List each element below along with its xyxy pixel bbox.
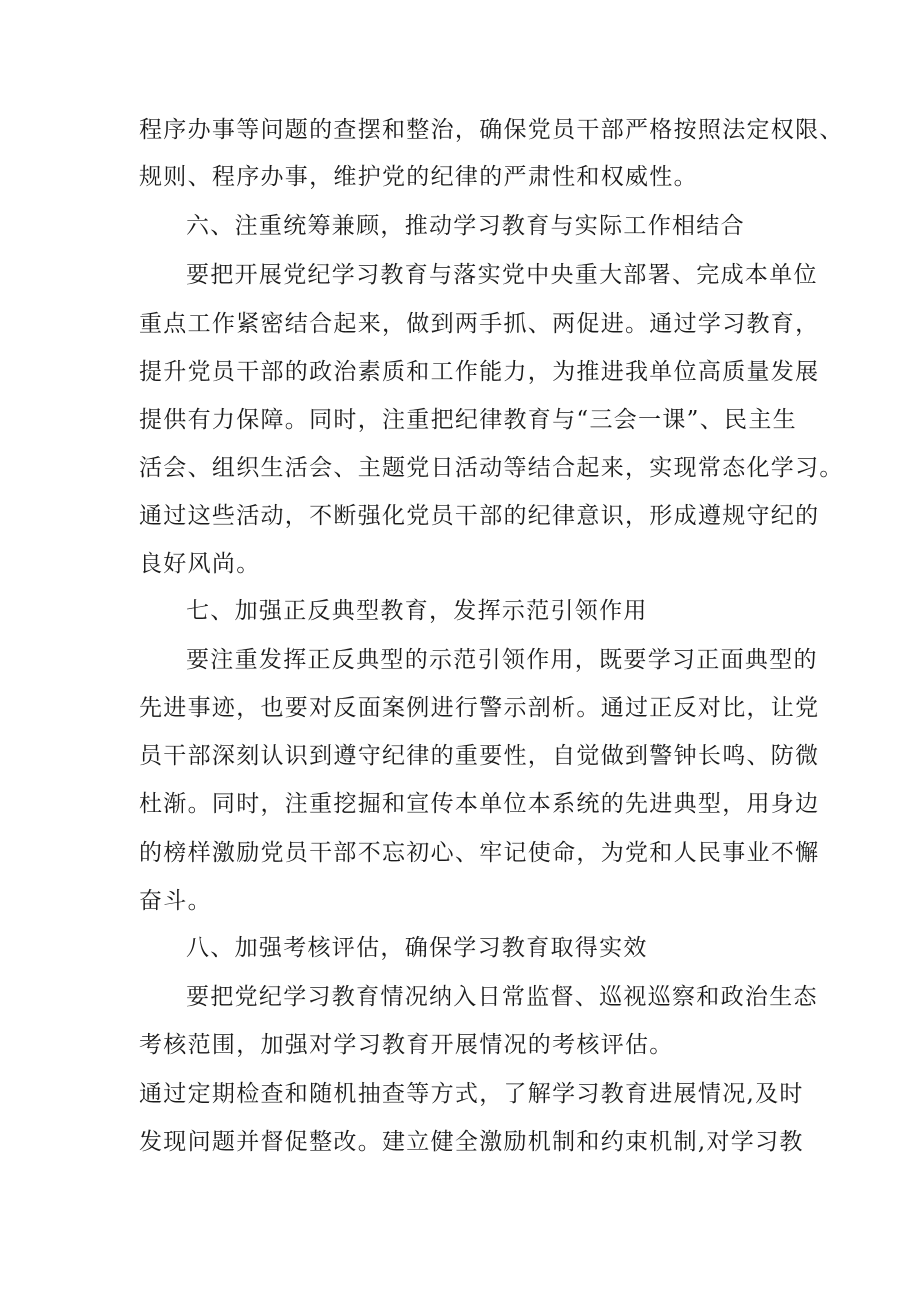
body-text-line: 要注重发挥正反典型的示范引领作用，既要学习正面典型的 [186, 647, 818, 673]
body-text-line: 规则、程序办事，维护党的纪律的严肃性和权威性。 [139, 164, 698, 190]
body-text-line: 考核范围，加强对学习教育开展情况的考核评估。 [139, 1032, 674, 1058]
body-text-line: 奋斗。 [139, 888, 212, 914]
body-text-line: 提升党员干部的政治素质和工作能力，为推进我单位高质量发展 [139, 359, 820, 385]
section-heading-6: 六、注重统筹兼顾，推动学习教育与实际工作相结合 [186, 213, 745, 239]
body-text-line: 通过定期检查和随机抽查等方式，了解学习教育进展情况,及时 [139, 1081, 804, 1107]
body-text-line: 程序办事等问题的查摆和整治，确保党员干部严格按照法定权限、 [139, 117, 844, 143]
body-text-line: 活会、组织生活会、主题党日活动等结合起来，实现常态化学习。 [139, 455, 844, 481]
body-text-line: 员干部深刻认识到遵守纪律的重要性，自觉做到警钟长鸣、防微 [139, 743, 820, 769]
section-heading-7: 七、加强正反典型教育，发挥示范引领作用 [186, 598, 648, 624]
body-text-line: 发现问题并督促整改。建立健全激励机制和约束机制,对学习教 [139, 1129, 804, 1155]
body-text-line: 提供有力保障。同时，注重把纪律教育与“三会一课”、民主生 [139, 407, 797, 433]
body-text-line: 的榜样激励党员干部不忘初心、牢记使命，为党和人民事业不懈 [139, 840, 820, 866]
body-text-line: 先进事迹，也要对反面案例进行警示剖析。通过正反对比，让党 [139, 695, 820, 721]
body-text-line: 通过这些活动，不断强化党员干部的纪律意识，形成遵规守纪的 [139, 503, 820, 529]
body-text-line: 要把党纪学习教育情况纳入日常监督、巡视巡察和政治生态 [186, 984, 818, 1010]
body-text-line: 良好风尚。 [139, 551, 261, 577]
body-text-line: 要把开展党纪学习教育与落实党中央重大部署、完成本单位 [186, 262, 818, 288]
section-heading-8: 八、加强考核评估，确保学习教育取得实效 [186, 935, 648, 961]
body-text-line: 重点工作紧密结合起来，做到两手抓、两促进。通过学习教育， [139, 311, 820, 337]
body-text-line: 杜渐。同时，注重挖掘和宣传本单位本系统的先进典型，用身边 [139, 791, 820, 817]
